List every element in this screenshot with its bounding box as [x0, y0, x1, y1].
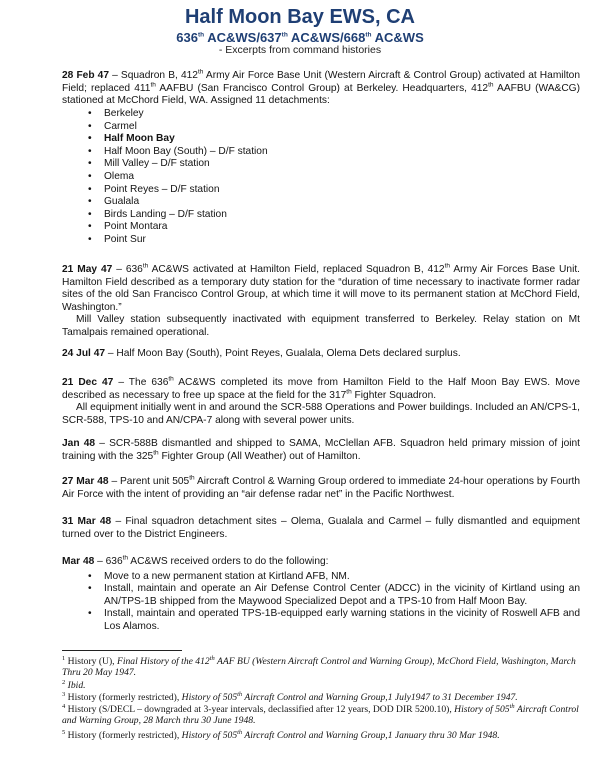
list-item: • Move to a new permanent station at Kirtland AFB, NM. [88, 571, 580, 584]
footnote-title: Final History of the 412th AAF BU (Western Aircraft Control and Warning Group), McChord Field, Washington, March Thru 20 May 1947. [62, 654, 576, 679]
footnote-source: History (formerly restricted), [65, 730, 182, 741]
entry-text: – 636th AC&WS activated at Hamilton Field, replaced Squadron B, 412th Army Air Forces Base Unit. Hamilton Field described as a temporary duty station for the “duration of time necessary to inactivate former radar sites of the old San Francisco Control Group, at which time it will move to its permanent station at McChord Field, Washington.” [62, 262, 581, 313]
list-item: • Gualala [88, 196, 268, 209]
unit-designations: 636th AC&WS/637th AC&WS/668th AC&WS [176, 30, 424, 45]
footnote-source: History (S/DECL – downgraded at 3-year intervals, declassified after 12 years, DOD DIR 5200.10), [65, 704, 455, 715]
page-title: Half Moon Bay EWS, CA [184, 6, 415, 28]
orders-list [88, 571, 580, 634]
footnote-number: 4 [62, 702, 66, 710]
footnote-source: History (formerly restricted), [65, 692, 182, 703]
entry-24-jul-47 [62, 348, 580, 361]
footnote-number: 1 [62, 654, 66, 662]
footnote-divider [62, 650, 182, 651]
entry-21-dec-47 [62, 377, 580, 427]
footnote-5 [62, 730, 580, 741]
entry-date: 24 Jul 47 [62, 348, 106, 359]
list-item: • Point Montara [88, 221, 268, 234]
list-item: • Berkeley [88, 108, 268, 121]
entry-text: – SCR-588B dismantled and shipped to SAMA, McClellan AFB. Squadron held primary mission of joint training with the 325th Fighter Group (All Weather) out of Hamilton. [62, 438, 581, 462]
entry-text: – The 636th AC&WS completed its move from Hamilton Field to the Half Moon Bay EWS. Move described as necessary to free up space at the field for the 317th Fighter Squadron. [62, 375, 581, 401]
footnote-2 [62, 680, 580, 691]
list-item: • Point Reyes – D/F station [88, 184, 268, 197]
footnote-3 [62, 692, 580, 703]
entry-date: 27 Mar 48 [62, 476, 109, 487]
entry-date: 21 May 47 [62, 264, 113, 275]
list-item: • Install, maintain and operated TPS-1B-equipped early warning stations in the vicinity of Roswell AFB and Los Alamos. [88, 608, 580, 633]
list-item: • Carmel [88, 121, 268, 134]
list-item: • Birds Landing – D/F station [88, 209, 268, 222]
entry-text: – Squadron B, 412th Army Air Force Base Unit (Western Aircraft & Control Group) activated at Hamilton Field; replaced 411th AAFBU (San Francisco Control Group) at Berkeley. Headquarters, 412th AAFBU (WA&CG) stationed at McChord Field, WA. Assigned 11 detachments: [62, 68, 581, 107]
footnote-title: History of 505th Aircraft Control and Warning Group,1 January thru 30 Mar 1948. [181, 728, 500, 741]
footnote-1 [62, 656, 580, 678]
footnote-source: History (U), [65, 656, 117, 667]
list-item: • Mill Valley – D/F station [88, 158, 268, 171]
entry-text-continued: All equipment initially went in and around the SCR-588 Operations and Power buildings. Included an AN/CPS-1, SCR-588, TPS-10 and AN/CPA-7 along with several power units. [62, 402, 581, 426]
entry-21-may-47 [62, 264, 580, 340]
entry-date: 28 Feb 47 [62, 70, 110, 81]
entry-date: 31 Mar 48 [62, 516, 112, 527]
detachment-list [88, 108, 268, 247]
entry-31-mar-48 [62, 516, 580, 541]
entry-mar-48 [62, 556, 580, 634]
entry-text: – Final squadron detachment sites – Olema, Gualala and Carmel – fully dismantled and equipment turned over to the District Engineers. [62, 516, 580, 540]
footnote-title: History of 505th Aircraft Control and Warning Group, 28 March thru 30 June 1948. [62, 702, 579, 727]
page-subtitle: - Excerpts from command histories [218, 44, 382, 56]
footnote-4 [62, 704, 580, 726]
footnote-number: 5 [62, 728, 66, 736]
list-item: • Olema [88, 171, 268, 184]
list-item: • Half Moon Bay (South) – D/F station [88, 146, 268, 159]
entry-jan-48 [62, 438, 580, 463]
footnote-number: 3 [62, 690, 66, 698]
entry-27-mar-48 [62, 476, 580, 501]
entry-date: 21 Dec 47 [62, 377, 114, 388]
footnote-title: Ibid. [67, 680, 86, 691]
entry-text: – Half Moon Bay (South), Point Reyes, Gualala, Olema Dets declared surplus. [105, 348, 461, 359]
entry-text: – 636th AC&WS received orders to do the following: [94, 554, 329, 567]
list-item: • Install, maintain and operate an Air Defense Control Center (ADCC) in the vicinity of Kirtland using an AN/TPS-1B shipped from the Maywood Specialized Depot and a TPS-10 from Half Moon Bay. [88, 583, 580, 608]
entry-text: – Parent unit 505th Aircraft Control & Warning Group ordered to immediate 24-hour operations by Fourth Air Force with the intent of providing an “air defense radar net” in the Pacific Northwest. [62, 474, 580, 500]
list-item: • Half Moon Bay [88, 133, 268, 146]
footnote-title: History of 505th Aircraft Control and Warning Group,1 July1947 to 31 December 1947. [181, 690, 518, 703]
entry-28-feb-47 [62, 70, 580, 108]
entry-text-continued: Mill Valley station subsequently inactivated with equipment transferred to Berkeley. Relay station on Mt Tamalpais remained operational. [62, 314, 580, 338]
list-item: • Point Sur [88, 234, 268, 247]
entry-date: Mar 48 [62, 556, 95, 567]
footnote-number: 2 [62, 678, 66, 686]
entry-date: Jan 48 [62, 438, 96, 449]
